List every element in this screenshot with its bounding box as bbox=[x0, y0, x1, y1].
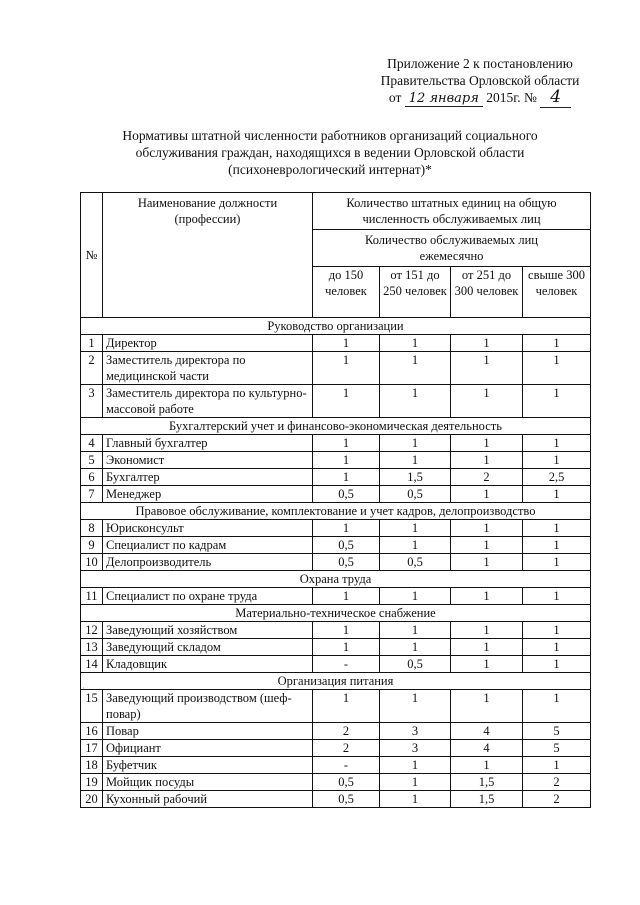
value-251-300: 1 bbox=[451, 385, 523, 418]
value-151-250: 1 bbox=[380, 774, 451, 791]
position-name: Делопроизводитель bbox=[103, 554, 313, 571]
section-row bbox=[81, 318, 591, 335]
position-name: Заведующий производством (шеф-повар) bbox=[103, 690, 313, 723]
value-upto-150: 1 bbox=[313, 588, 380, 605]
value-over-300: 1 bbox=[523, 656, 591, 673]
value-upto-150: 1 bbox=[313, 690, 380, 723]
value-151-250: 1 bbox=[380, 537, 451, 554]
section-title: Организация питания bbox=[81, 673, 591, 690]
header-count-total: Количество штатных единиц на общую численность обслуживаемых лиц bbox=[313, 193, 591, 230]
row-number: 4 bbox=[81, 435, 103, 452]
row-number: 9 bbox=[81, 537, 103, 554]
value-151-250: 1,5 bbox=[380, 469, 451, 486]
position-name: Директор bbox=[103, 335, 313, 352]
value-151-250: 1 bbox=[380, 690, 451, 723]
position-name: Главный бухгалтер bbox=[103, 435, 313, 452]
value-over-300: 2 bbox=[523, 791, 591, 808]
position-name: Мойщик посуды bbox=[103, 774, 313, 791]
value-upto-150: 0,5 bbox=[313, 537, 380, 554]
row-number: 15 bbox=[81, 690, 103, 723]
title-line-2: обслуживания граждан, находящихся в ведении Орловской области bbox=[135, 145, 525, 160]
header-row-1 bbox=[81, 193, 591, 230]
value-251-300: 1 bbox=[451, 452, 523, 469]
value-over-300: 1 bbox=[523, 757, 591, 774]
table-row bbox=[81, 554, 591, 571]
value-over-300: 1 bbox=[523, 588, 591, 605]
value-upto-150: 1 bbox=[313, 352, 380, 385]
position-name: Кухонный рабочий bbox=[103, 791, 313, 808]
header-col-4: свыше 300 человек bbox=[523, 267, 591, 318]
section-row bbox=[81, 418, 591, 435]
table-row bbox=[81, 791, 591, 808]
table-row bbox=[81, 757, 591, 774]
position-name: Заведующий хозяйством bbox=[103, 622, 313, 639]
header-col-1: до 150 человек bbox=[313, 267, 380, 318]
value-151-250: 0,5 bbox=[380, 486, 451, 503]
row-number: 16 bbox=[81, 723, 103, 740]
section-title: Руководство организации bbox=[81, 318, 591, 335]
value-over-300: 2 bbox=[523, 774, 591, 791]
scan-dot: · bbox=[82, 684, 85, 693]
value-upto-150: 0,5 bbox=[313, 791, 380, 808]
value-251-300: 1 bbox=[451, 486, 523, 503]
table-row bbox=[81, 469, 591, 486]
table-row bbox=[81, 537, 591, 554]
position-name: Экономист bbox=[103, 452, 313, 469]
handwritten-date: 12 января bbox=[405, 91, 483, 107]
value-151-250: 1 bbox=[380, 520, 451, 537]
position-name: Специалист по охране труда bbox=[103, 588, 313, 605]
table-row bbox=[81, 656, 591, 673]
value-251-300: 4 bbox=[451, 740, 523, 757]
value-151-250: 3 bbox=[380, 723, 451, 740]
position-name: Повар bbox=[103, 723, 313, 740]
value-upto-150: - bbox=[313, 656, 380, 673]
value-upto-150: 0,5 bbox=[313, 486, 380, 503]
position-name: Специалист по кадрам bbox=[103, 537, 313, 554]
staffing-table bbox=[80, 192, 591, 808]
table-row bbox=[81, 520, 591, 537]
value-over-300: 1 bbox=[523, 554, 591, 571]
position-name: Заведующий складом bbox=[103, 639, 313, 656]
position-name: Официант bbox=[103, 740, 313, 757]
value-over-300: 1 bbox=[523, 335, 591, 352]
row-number: 12 bbox=[81, 622, 103, 639]
position-name: Заместитель директора по культурно-массовой работе bbox=[103, 385, 313, 418]
value-251-300: 1 bbox=[451, 639, 523, 656]
document-title bbox=[95, 127, 565, 178]
handwritten-number: 4 bbox=[540, 87, 571, 108]
row-number: 1 bbox=[81, 335, 103, 352]
position-name: Заместитель директора по медицинской части bbox=[103, 352, 313, 385]
value-251-300: 1 bbox=[451, 435, 523, 452]
section-title: Правовое обслуживание, комплектование и учет кадров, делопроизводство bbox=[81, 503, 591, 520]
value-over-300: 2,5 bbox=[523, 469, 591, 486]
section-title: Бухгалтерский учет и финансово-экономическая деятельность bbox=[81, 418, 591, 435]
table-row bbox=[81, 622, 591, 639]
value-upto-150: 1 bbox=[313, 435, 380, 452]
position-name: Буфетчик bbox=[103, 757, 313, 774]
table-row bbox=[81, 740, 591, 757]
value-151-250: 1 bbox=[380, 435, 451, 452]
from-label: от bbox=[388, 90, 402, 105]
section-row bbox=[81, 503, 591, 520]
value-251-300: 1 bbox=[451, 520, 523, 537]
table-row bbox=[81, 352, 591, 385]
value-251-300: 1 bbox=[451, 656, 523, 673]
value-251-300: 1 bbox=[451, 335, 523, 352]
table-row bbox=[81, 452, 591, 469]
value-over-300: 1 bbox=[523, 435, 591, 452]
row-number: 8 bbox=[81, 520, 103, 537]
value-251-300: 1 bbox=[451, 352, 523, 385]
value-151-250: 1 bbox=[380, 452, 451, 469]
value-upto-150: - bbox=[313, 757, 380, 774]
value-upto-150: 2 bbox=[313, 723, 380, 740]
row-number: 6 bbox=[81, 469, 103, 486]
position-name: Бухгалтер bbox=[103, 469, 313, 486]
value-over-300: 1 bbox=[523, 486, 591, 503]
appendix-line-2: Правительства Орловской области bbox=[380, 73, 580, 88]
table-row bbox=[81, 486, 591, 503]
table-row bbox=[81, 690, 591, 723]
header-col-3: от 251 до 300 человек bbox=[451, 267, 523, 318]
position-name: Кладовщик bbox=[103, 656, 313, 673]
section-row bbox=[81, 673, 591, 690]
row-number: 11 bbox=[81, 588, 103, 605]
value-151-250: 1 bbox=[380, 622, 451, 639]
table-row bbox=[81, 774, 591, 791]
value-151-250: 1 bbox=[380, 385, 451, 418]
row-number: 18 bbox=[81, 757, 103, 774]
value-over-300: 5 bbox=[523, 740, 591, 757]
header-col-2: от 151 до 250 человек bbox=[380, 267, 451, 318]
value-over-300: 1 bbox=[523, 639, 591, 656]
row-number: 19 bbox=[81, 774, 103, 791]
value-over-300: 1 bbox=[523, 622, 591, 639]
value-251-300: 1 bbox=[451, 622, 523, 639]
value-upto-150: 1 bbox=[313, 520, 380, 537]
header-name: Наименование должности (профессии) bbox=[103, 193, 313, 318]
row-number: 13 bbox=[81, 639, 103, 656]
table-row bbox=[81, 723, 591, 740]
value-upto-150: 1 bbox=[313, 469, 380, 486]
appendix-header bbox=[340, 55, 620, 107]
appendix-date-line bbox=[340, 89, 620, 107]
section-row bbox=[81, 571, 591, 588]
table-row bbox=[81, 588, 591, 605]
value-over-300: 1 bbox=[523, 385, 591, 418]
section-title: Охрана труда bbox=[81, 571, 591, 588]
value-151-250: 3 bbox=[380, 740, 451, 757]
row-number: 14 bbox=[81, 656, 103, 673]
value-251-300: 1 bbox=[451, 588, 523, 605]
value-151-250: 1 bbox=[380, 352, 451, 385]
value-upto-150: 1 bbox=[313, 385, 380, 418]
row-number: 3 bbox=[81, 385, 103, 418]
value-151-250: 0,5 bbox=[380, 554, 451, 571]
position-name: Менеджер bbox=[103, 486, 313, 503]
table-row bbox=[81, 639, 591, 656]
value-upto-150: 2 bbox=[313, 740, 380, 757]
value-upto-150: 1 bbox=[313, 335, 380, 352]
title-line-1: Нормативы штатной численности работников организаций социального bbox=[122, 128, 538, 143]
value-251-300: 2 bbox=[451, 469, 523, 486]
value-151-250: 1 bbox=[380, 757, 451, 774]
value-151-250: 1 bbox=[380, 791, 451, 808]
section-row bbox=[81, 605, 591, 622]
header-no: № bbox=[81, 193, 103, 318]
value-151-250: 1 bbox=[380, 639, 451, 656]
value-over-300: 1 bbox=[523, 690, 591, 723]
appendix-line-1: Приложение 2 к постановлению bbox=[387, 56, 573, 71]
table-row bbox=[81, 435, 591, 452]
table-row bbox=[81, 385, 591, 418]
value-251-300: 1 bbox=[451, 757, 523, 774]
value-151-250: 0,5 bbox=[380, 656, 451, 673]
year-prefix: 201 bbox=[486, 90, 507, 105]
row-number: 20 bbox=[81, 791, 103, 808]
year-suffix: 5 bbox=[506, 90, 514, 105]
position-name: Юрисконсульт bbox=[103, 520, 313, 537]
value-251-300: 1 bbox=[451, 554, 523, 571]
value-upto-150: 0,5 bbox=[313, 774, 380, 791]
title-line-3: (психоневрологический интернат)* bbox=[228, 162, 432, 177]
row-number: 5 bbox=[81, 452, 103, 469]
value-upto-150: 1 bbox=[313, 639, 380, 656]
value-over-300: 1 bbox=[523, 352, 591, 385]
value-upto-150: 1 bbox=[313, 622, 380, 639]
header-count-monthly: Количество обслуживаемых лиц ежемесячно bbox=[313, 230, 591, 267]
row-number: 2 bbox=[81, 352, 103, 385]
value-over-300: 1 bbox=[523, 537, 591, 554]
value-upto-150: 0,5 bbox=[313, 554, 380, 571]
value-151-250: 1 bbox=[380, 335, 451, 352]
value-over-300: 1 bbox=[523, 520, 591, 537]
value-251-300: 1 bbox=[451, 537, 523, 554]
row-number: 17 bbox=[81, 740, 103, 757]
row-number: 10 bbox=[81, 554, 103, 571]
value-over-300: 5 bbox=[523, 723, 591, 740]
value-251-300: 1,5 bbox=[451, 774, 523, 791]
value-upto-150: 1 bbox=[313, 452, 380, 469]
value-251-300: 4 bbox=[451, 723, 523, 740]
table-row bbox=[81, 335, 591, 352]
value-over-300: 1 bbox=[523, 452, 591, 469]
value-251-300: 1 bbox=[451, 690, 523, 723]
value-151-250: 1 bbox=[380, 588, 451, 605]
year-label: г. № bbox=[513, 90, 537, 105]
value-251-300: 1,5 bbox=[451, 791, 523, 808]
row-number: 7 bbox=[81, 486, 103, 503]
section-title: Материально-техническое снабжение bbox=[81, 605, 591, 622]
